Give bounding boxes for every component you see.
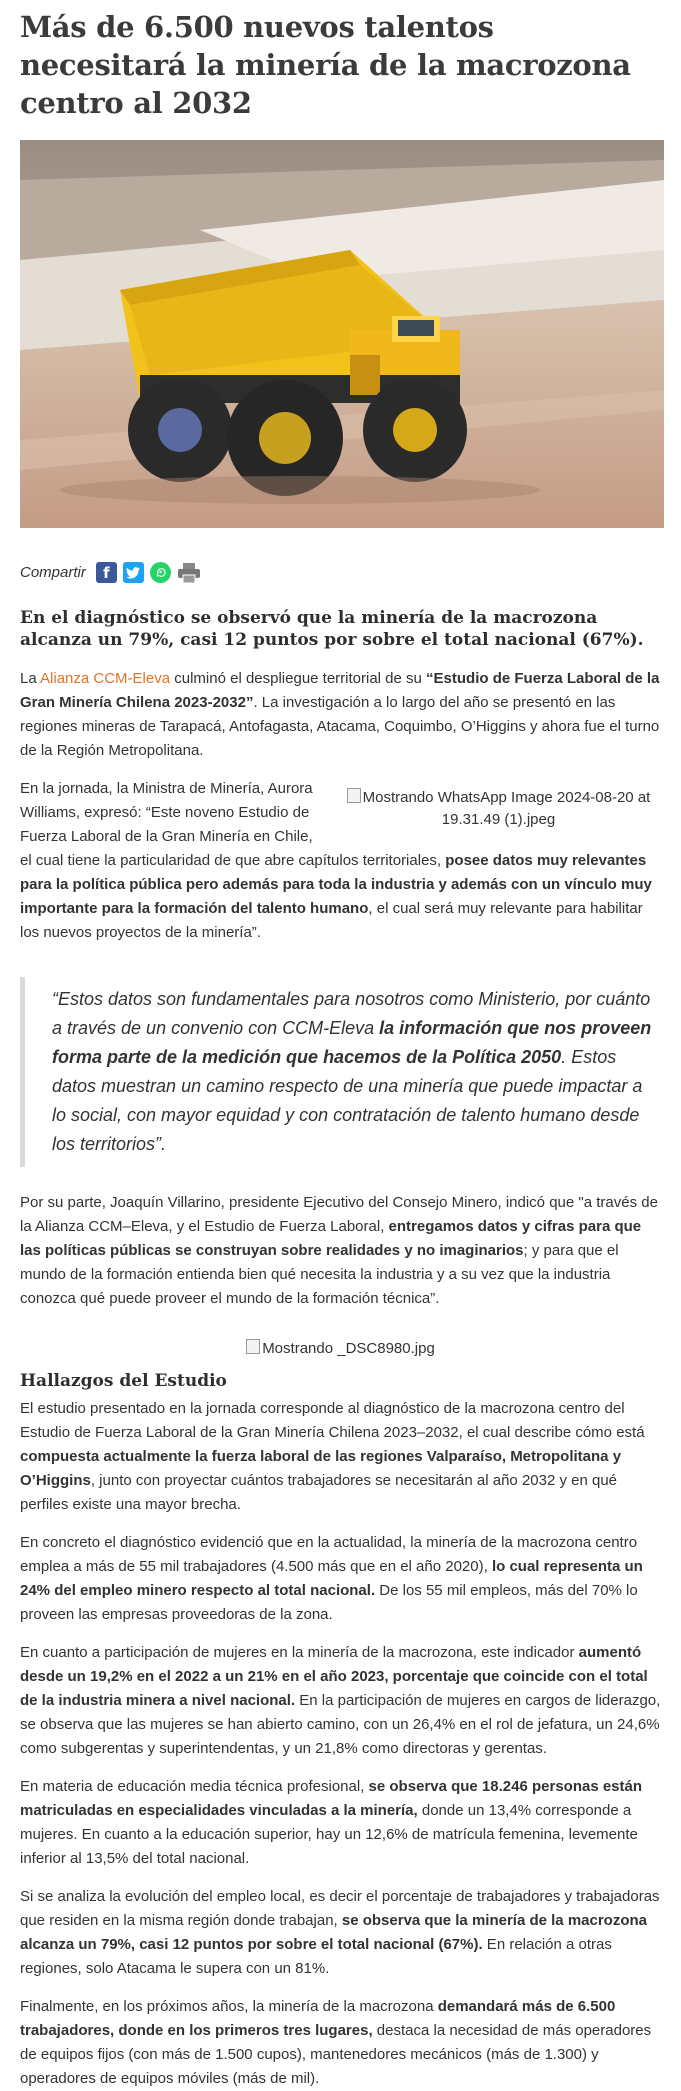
- quote-text-2: . Estos datos muestran un camino respecto de una minería que puede impactar a lo social, con mayor equidad y con contratación de talento humano desde los territorios”.: [52, 1047, 643, 1154]
- twitter-icon[interactable]: [123, 562, 144, 583]
- p7-text-2: donde un 13,4% corresponde a mujeres. En cuanto a la educación superior, hay un 12,6% de matrícula femenina, levemente inferior al 13,5% del total nacional.: [20, 1802, 638, 1867]
- p9-bold: demandará más de 6.500 trabajadores, donde en los primeros tres lugares,: [20, 1998, 616, 2039]
- p9-text-2: destaca la necesidad de más operadores de equipos fijos (con más de 1.500 cupos), mantenedores mecánicos (más de 1.300) y operadores de equipos móviles (más de mil).: [20, 2022, 652, 2087]
- p5-text-2: De los 55 mil empleos, más del 70% lo proveen las empresas proveedoras de la zona.: [20, 1582, 638, 1623]
- paragraph-4: [20, 1397, 661, 1517]
- broken-image-whatsapp: [336, 787, 661, 831]
- p7-text-1: En materia de educación media técnica profesional,: [20, 1778, 369, 1795]
- p4-text-2: , junto con proyectar cuántos trabajadores se necesitarán al año 2032 y en qué perfiles existe una mayor brecha.: [20, 1472, 618, 1513]
- p9-text-1: Finalmente, en los próximos años, la minería de la macrozona: [20, 1998, 438, 2015]
- share-label: Compartir: [20, 564, 86, 581]
- p3-bold: entregamos datos y cifras para que las políticas públicas se construyan sobre realidades y no imaginarios: [20, 1218, 642, 1259]
- hero-image-mining-truck: [20, 140, 664, 528]
- p3-text-1: Por su parte, Joaquín Villarino, presidente Ejecutivo del Consejo Minero, indicó que "a través de la Alianza CCM–Eleva, y el Estudio de Fuerza Laboral,: [20, 1194, 658, 1235]
- p1-text-2: culminó el despliegue territorial de su: [170, 670, 427, 687]
- p8-text-2: En relación a otras regiones, solo Atacama le supera con un 81%.: [20, 1936, 612, 1977]
- quote-bold: la información que nos proveen forma parte de la medición que hacemos de la Política 2050: [52, 1018, 652, 1067]
- p2-text-1: En la jornada, la Ministra de Minería, Aurora Williams, expresó: “Este noveno Estudio de Fuerza Laboral de la Gran Minería en Chile, el cual tiene la particularidad de que abre capítulos territoriales,: [20, 780, 446, 869]
- paragraph-3: [20, 1191, 661, 1311]
- print-icon[interactable]: [177, 562, 201, 583]
- p2-text-2: , el cual será muy relevante para habilitar los nuevos proyectos de la minería”.: [20, 900, 643, 941]
- p5-bold: lo cual representa un 24% del empleo minero respecto al total nacional.: [20, 1558, 643, 1599]
- p4-text-1: El estudio presentado en la jornada corresponde al diagnóstico de la macrozona centro del Estudio de Fuerza Laboral de la Gran Minería Chilena 2023–2032, el cual describe cómo está: [20, 1400, 645, 1441]
- p5-text-1: En concreto el diagnóstico evidenció que en la actualidad, la minería de la macrozona centro emplea a más de 55 mil trabajadores (4.500 más que en el año 2020),: [20, 1534, 638, 1575]
- image-alt-text-2: Mostrando _DSC8980.jpg: [262, 1340, 435, 1357]
- share-bar: [20, 562, 661, 583]
- paragraph-7: [20, 1775, 661, 1871]
- p7-bold: se observa que 18.246 personas están matriculadas en especialidades vinculadas a la minería,: [20, 1778, 643, 1819]
- article-title: Más de 6.500 nuevos talentos necesitará la minería de la macrozona centro al 2032: [20, 10, 631, 120]
- p8-bold: se observa que la minería de la macrozona alcanza un 79%, casi 12 puntos por sobre el total nacional (67%).: [20, 1912, 648, 1953]
- paragraph-1: [20, 667, 661, 763]
- p8-text-1: Si se analiza la evolución del empleo local, es decir el porcentaje de trabajadores y trabajadoras que residen en la misma región donde trabajan,: [20, 1888, 660, 1929]
- image-alt-text-1: Mostrando WhatsApp Image 2024-08-20 at 19.31.49 (1).jpeg: [362, 789, 651, 828]
- paragraph-9: [20, 1995, 661, 2091]
- p6-text-2: En la participación de mujeres en cargos de liderazgo, se observa que las mujeres se han abierto camino, con un 26,4% en el rol de jefatura, un 24,6% como subgerentas y superintendentas, y un 21,8% como directoras y gerentas.: [20, 1692, 661, 1757]
- quote-text-1: “Estos datos son fundamentales para nosotros como Ministerio, por cuánto a través de un convenio con CCM-Eleva: [52, 989, 651, 1038]
- whatsapp-icon[interactable]: [150, 562, 171, 583]
- section-title-hallazgos: Hallazgos del Estudio: [20, 1371, 227, 1391]
- p4-bold: compuesta actualmente la fuerza laboral de las regiones Valparaíso, Metropolitana y O’Higgins: [20, 1448, 622, 1489]
- p1-bold: “Estudio de Fuerza Laboral de la Gran Minería Chilena 2023-2032”: [20, 670, 660, 711]
- facebook-icon[interactable]: f: [96, 562, 117, 583]
- p6-bold: aumentó desde un 19,2% en el 2022 a un 21% en el año 2023, porcentaje que coincide con el total de la industria minera a nivel nacional.: [20, 1644, 648, 1709]
- ministry-quote: [20, 977, 661, 1167]
- p6-text-1: En cuanto a participación de mujeres en la minería de la macrozona, este indicador: [20, 1644, 579, 1661]
- broken-image-icon: [347, 788, 361, 803]
- broken-image-dsc: [20, 1339, 661, 1357]
- paragraph-6: [20, 1641, 661, 1761]
- broken-image-icon: [246, 1339, 260, 1354]
- p1-text-3: . La investigación a lo largo del año se presentó en las regiones mineras de Tarapacá, Antofagasta, Atacama, Coquimbo, O’Higgins y ahora fue el turno de la Región Metropolitana.: [20, 694, 660, 759]
- p2-bold: posee datos muy relevantes para la política pública pero además para toda la industria y además con un vínculo muy importante para la formación del talento humano: [20, 852, 652, 917]
- alianza-link[interactable]: Alianza CCM-Eleva: [40, 670, 171, 687]
- p1-text-1: La: [20, 670, 41, 687]
- p3-text-2: ; y para que el mundo de la formación entienda bien qué necesita la industria y a su vez que la industria conozca qué puede proveer el mundo de la formación técnica”.: [20, 1242, 619, 1307]
- paragraph-8: [20, 1885, 661, 1981]
- paragraph-5: [20, 1531, 661, 1627]
- article-lead: En el diagnóstico se observó que la minería de la macrozona alcanza un 79%, casi 12 puntos por sobre el total nacional (67%).: [20, 608, 644, 650]
